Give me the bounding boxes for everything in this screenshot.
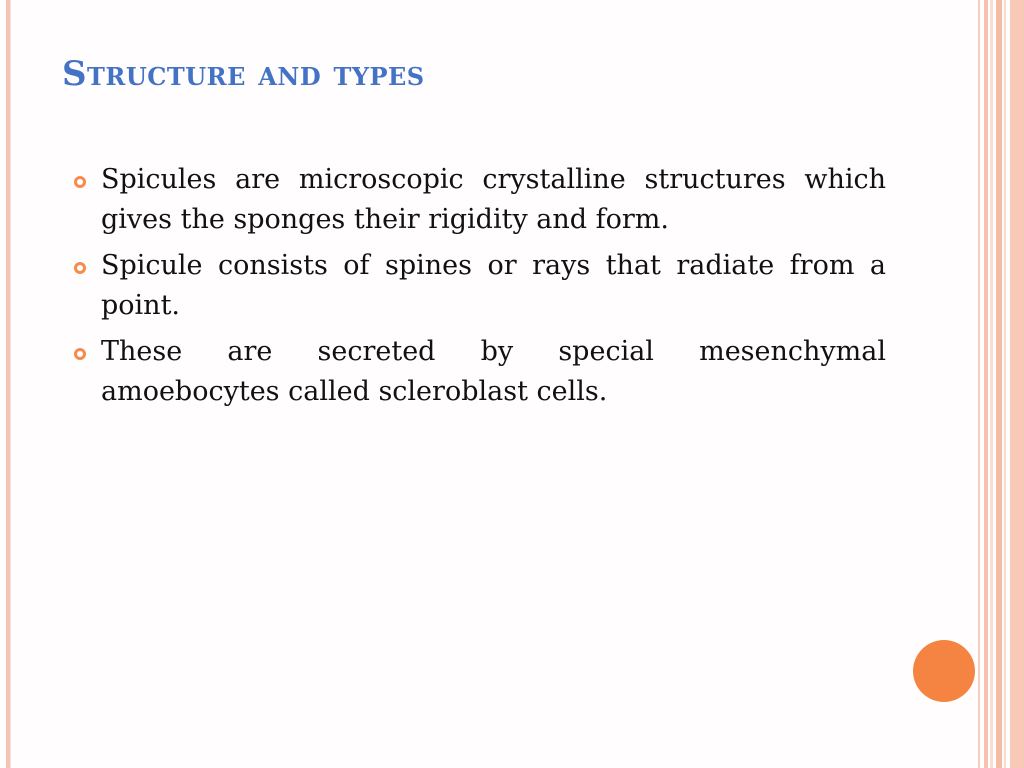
orange-circle-icon (913, 640, 975, 702)
right-border-stripe (1004, 0, 1006, 768)
right-border-stripe (1010, 0, 1024, 768)
right-border-stripe (990, 0, 993, 768)
bullet-list (74, 160, 886, 418)
right-border-stripe (996, 0, 1002, 768)
bullet-circle-icon (74, 262, 86, 274)
bullet-text: Spicule consists of spines or rays that radiate from a point. (101, 250, 886, 321)
bullet-circle-icon (74, 348, 86, 360)
bullet-item (74, 160, 886, 240)
bullet-item (74, 246, 886, 326)
slide-title: Structure and types (62, 54, 425, 94)
right-border-stripe (978, 0, 980, 768)
bullet-circle-icon (74, 176, 86, 188)
bullet-text: These are secreted by special mesenchymal amoebocytes called scleroblast cells. (101, 336, 886, 407)
bullet-text: Spicules are microscopic crystalline structures which gives the sponges their rigidity and form. (101, 164, 886, 235)
bullet-item (74, 332, 886, 412)
left-border-inner-stripe (10, 0, 11, 768)
right-border-stripe (984, 0, 988, 768)
